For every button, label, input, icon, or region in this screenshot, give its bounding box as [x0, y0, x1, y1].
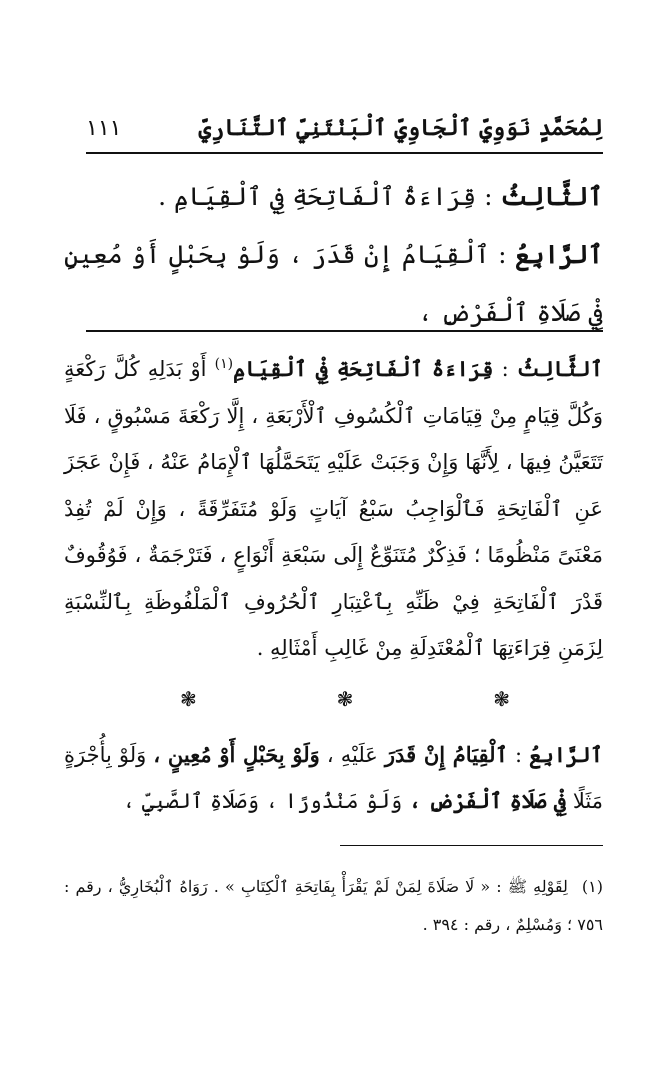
sharh-third-quote: قِرَاءَةُ ٱلْفَاتِحَةِ فِيْ ٱلْقِيَامِ [233, 356, 494, 381]
footnote [64, 868, 603, 944]
sharh-fourth-text-2: وَلَوْ بِأُجْرَةٍ مَثَلًا [64, 743, 603, 813]
matn-fourth [64, 226, 603, 342]
footnote-rule [340, 845, 603, 846]
sharh-fourth-quote-2: وَلَوْ بِحَبْلٍ أَوْ مُعِينٍ ، [153, 742, 320, 767]
matn-third-text: : قِرَاءَةُ ٱلْفَاتِحَةِ فِي ٱلْقِيَامِ . [158, 182, 493, 211]
running-header [86, 104, 603, 152]
sharh-third-label: ٱلثَّالِثُ [516, 356, 603, 381]
page-number: ١١١ [86, 115, 122, 141]
matn-third-label: ٱلثَّالِثُ [500, 182, 603, 211]
sharh-paragraph-third [64, 346, 603, 672]
matn-fourth-label: ٱلرَّابِعُ [515, 240, 603, 269]
matn-third [64, 168, 603, 226]
sharh-third-text: أَوْ بَدَلِهِ كُلَّ رَكْعَةٍ وَكُلَّ قِيَامٍ مِنْ قِيَامَاتِ ٱلْكُسُوفِ ٱلْأَرْبَعَةِ ، إِلَّا رَكْعَةَ مَسْبُوقٍ ، فَلَا تَتَعَيَّنُ فِيهَا ، لِأَنَّهَا وَإِنْ وَجَبَتْ عَلَيْهِ يَتَحَمَّلُهَا ٱلْإِمَامُ عَنْهُ ، فَإِنْ عَجَزَ عَنِ ٱلْفَاتِحَةِ فَٱلْوَاجِبُ سَبْعُ آيَاتٍ وَلَوْ مُتَفَرِّقَةً ، وَإِنْ لَمْ تُفِدْ مَعْنَىً مَنْظُومًا ؛ فَذِكْرٌ مُتَنَوِّعٌ إِلَى سَبْعَةِ أَنْوَاعٍ ، فَتَرْجَمَةٌ ، فَوُقُوفٌ قَدْرَ ٱلْفَاتِحَةِ فِيْ ظَنِّهِ بِٱعْتِبَارِ ٱلْحُرُوفِ ٱلْمَلْفُوظَةِ بِٱلنِّسْبَةِ لِزَمَنِ قِرَاءَتِهَا ٱلْمُعْتَدِلَةِ مِنْ غَالِبِ أَمْثَالِهِ . [64, 357, 603, 660]
sharh-fourth-colon: : [514, 743, 523, 767]
footnote-reference[interactable]: (١) [214, 356, 234, 372]
matn-fourth-text: : ٱلْقِيَامُ إِنْ قَدَرَ ، وَلَوْ بِحَبْلٍ أَوْ مُعِينٍ فِيْ صَلَاةِ ٱلْفَرْضِ ، [64, 240, 603, 327]
header-title: لِمُحَمَّدٍ نَوَوِيِّ ٱلْجَاوِيِّ ٱلْبَنْتَنِيِّ ٱلتَّنَارِيِّ [198, 115, 603, 141]
sharh-fourth-text-3: وَلَوْ مَنْذُورًا ، وَصَلَاةِ ٱلصَّبِيِّ ، [122, 789, 403, 813]
sharh-fourth-label: ٱلرَّابِعُ [529, 742, 603, 767]
sharh-fourth-quote-1: ٱلْقِيَامُ إِنْ قَدَرَ [384, 742, 508, 767]
footnote-text: لِقَوْلِهِ ﷺ : « لَا صَلَاةَ لِمَنْ لَمْ يَقْرَأْ بِفَاتِحَةِ ٱلْكِتَابِ » . رَوَاهُ ٱلْبُخَارِيُّ ، رقم : ٧٥٦ ؛ وَمُسْلِمٌ ، رقم : ٣٩٤ . [64, 877, 603, 934]
footnote-number: (١) [581, 877, 604, 896]
sharh-paragraph-fourth [64, 732, 603, 824]
flower-ornament-icon: ❃ [493, 687, 510, 711]
flower-ornament-icon: ❃ [336, 687, 354, 711]
section-separator [180, 684, 510, 714]
flower-ornament-icon: ❃ [180, 687, 197, 711]
sharh-fourth-quote-3: فِيْ صَلَاةِ ٱلْفَرْضِ ، [408, 788, 567, 813]
sharh-third-colon: : [501, 357, 509, 381]
sharh-fourth-text-1: عَلَيْهِ ، [326, 743, 378, 767]
matn-section [64, 168, 603, 342]
header-rule [86, 152, 603, 154]
section-rule [86, 330, 603, 332]
